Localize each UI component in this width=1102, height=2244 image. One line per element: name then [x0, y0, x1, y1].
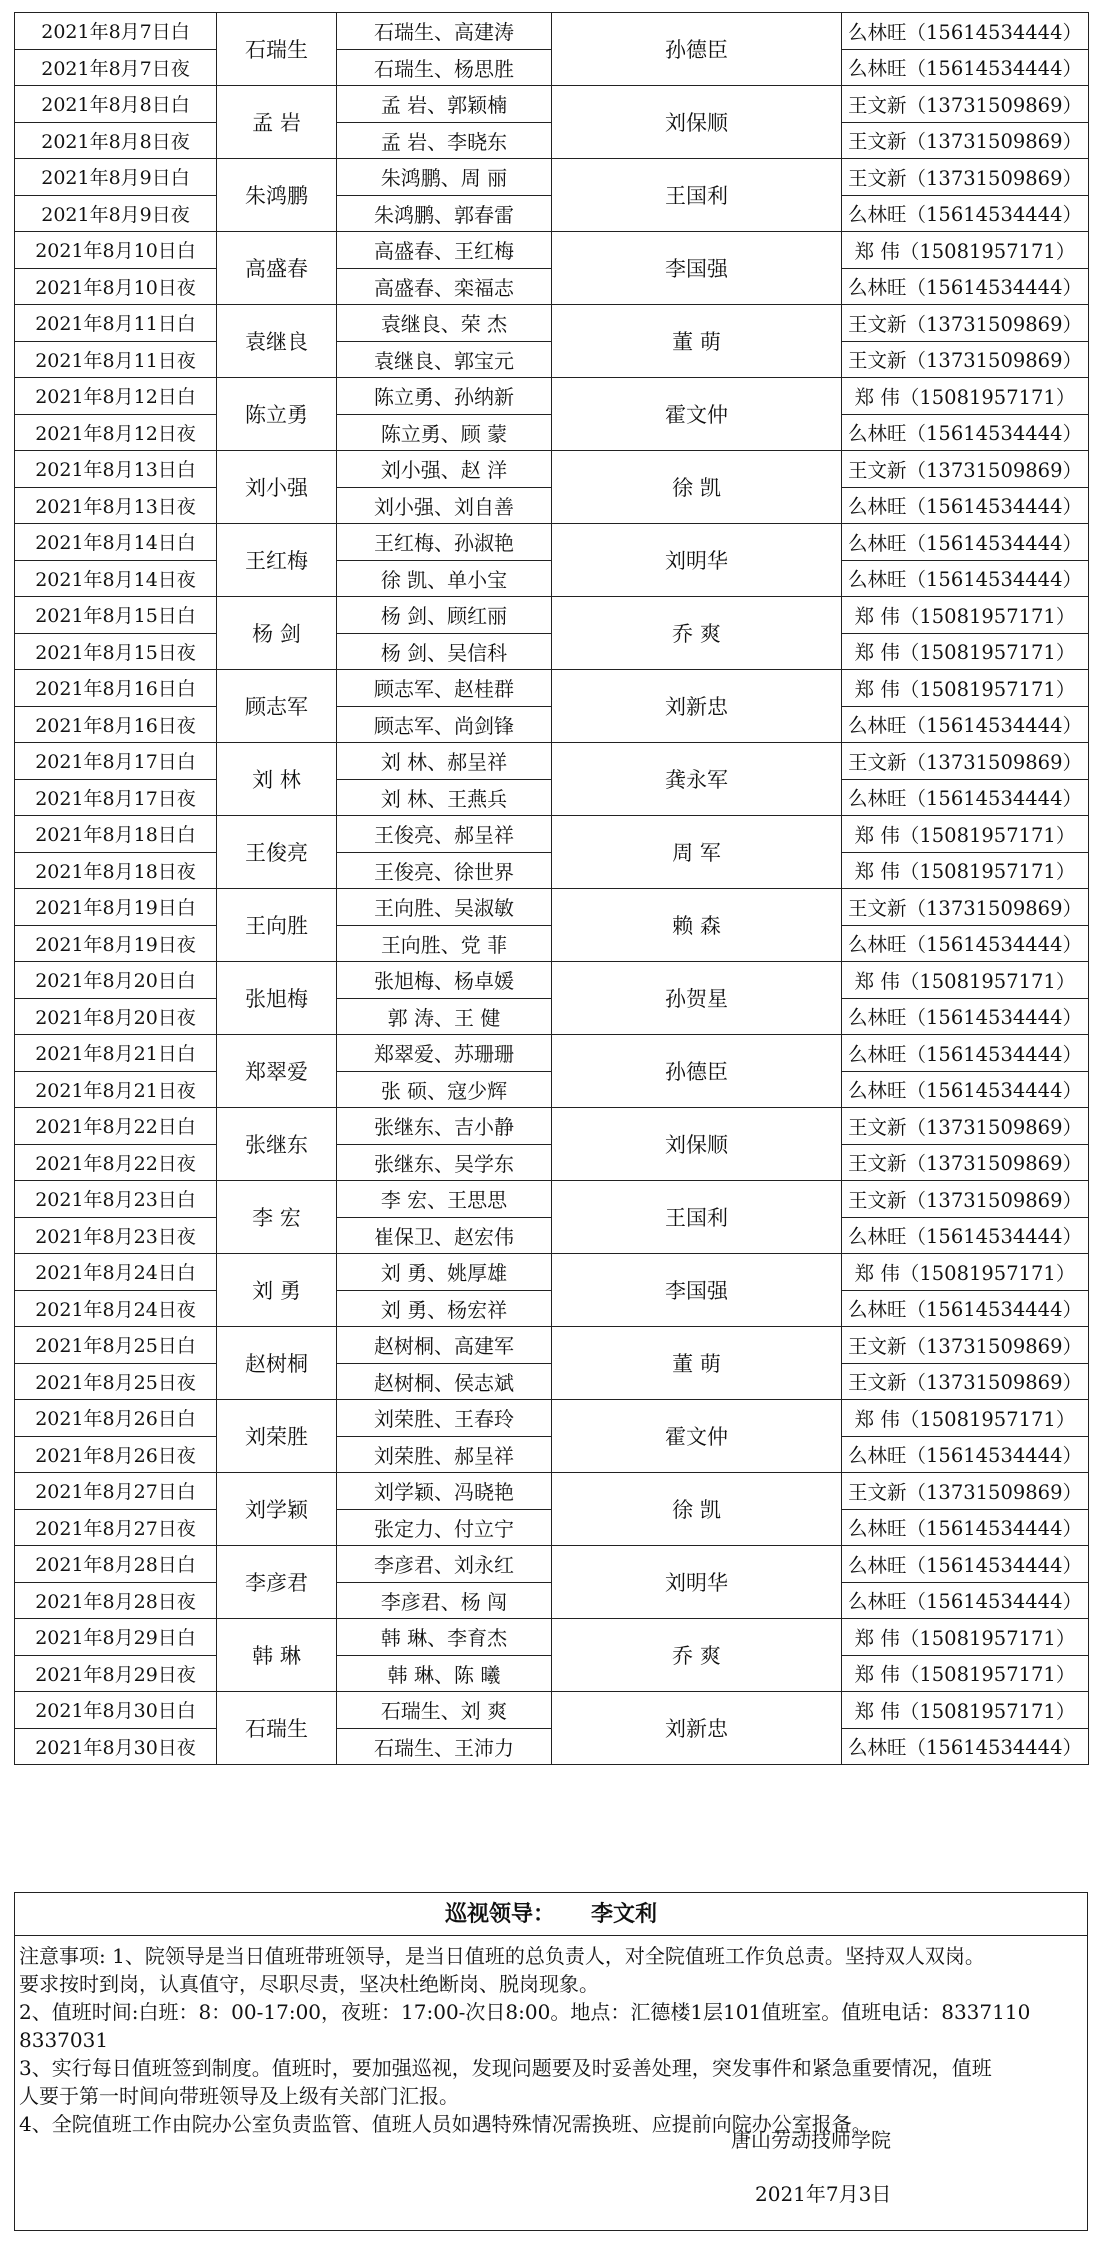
duty-staff: 张继东、吴学东 — [337, 1144, 552, 1181]
duty-staff: 李彦君、杨 闯 — [337, 1582, 552, 1619]
issue-date: 2021年7月3日 — [755, 2182, 892, 2206]
duty-leader: 刘学颖 — [217, 1473, 337, 1546]
duty-staff: 高盛春、栾福志 — [337, 268, 552, 305]
shift-date: 2021年8月25日夜 — [15, 1363, 217, 1400]
shift-date: 2021年8月7日夜 — [15, 49, 217, 86]
shift-date: 2021年8月8日白 — [15, 86, 217, 123]
middle-manager: 孙德臣 — [552, 13, 842, 86]
shift-date: 2021年8月19日夜 — [15, 925, 217, 962]
shift-date: 2021年8月26日夜 — [15, 1436, 217, 1473]
shift-date: 2021年8月23日夜 — [15, 1217, 217, 1254]
duty-leader: 高盛春 — [217, 232, 337, 305]
duty-staff: 王向胜、吴淑敏 — [337, 889, 552, 926]
middle-manager: 董 萌 — [552, 305, 842, 378]
duty-staff: 张 硕、寇少辉 — [337, 1071, 552, 1108]
middle-manager: 李国强 — [552, 232, 842, 305]
duty-staff: 陈立勇、顾 蒙 — [337, 414, 552, 451]
duty-contact: 么林旺（15614534444） — [842, 1582, 1089, 1619]
duty-contact: 郑 伟（15081957171） — [842, 1254, 1089, 1291]
shift-date: 2021年8月7日白 — [15, 13, 217, 50]
duty-staff: 徐 凯、单小宝 — [337, 560, 552, 597]
duty-staff: 高盛春、王红梅 — [337, 232, 552, 269]
schedule-row — [15, 1473, 1089, 1510]
duty-staff: 袁继良、郭宝元 — [337, 341, 552, 378]
duty-leader: 石瑞生 — [217, 13, 337, 86]
middle-manager: 徐 凯 — [552, 451, 842, 524]
schedule-row — [15, 232, 1089, 269]
duty-contact: 郑 伟（15081957171） — [842, 1692, 1089, 1729]
duty-contact: 王文新（13731509869） — [842, 1327, 1089, 1364]
duty-contact: 么林旺（15614534444） — [842, 1217, 1089, 1254]
duty-contact: 王文新（13731509869） — [842, 86, 1089, 123]
duty-contact: 郑 伟（15081957171） — [842, 816, 1089, 853]
shift-date: 2021年8月29日白 — [15, 1619, 217, 1656]
schedule-row — [15, 597, 1089, 634]
shift-date: 2021年8月9日白 — [15, 159, 217, 196]
duty-staff: 杨 剑、顾红丽 — [337, 597, 552, 634]
duty-staff: 王俊亮、郝呈祥 — [337, 816, 552, 853]
issuing-organization: 唐山劳动技师学院 — [731, 2128, 891, 2152]
duty-contact: 么林旺（15614534444） — [842, 1546, 1089, 1583]
duty-staff: 赵树桐、侯志斌 — [337, 1363, 552, 1400]
shift-date: 2021年8月10日白 — [15, 232, 217, 269]
schedule-row — [15, 451, 1089, 488]
middle-manager: 龚永军 — [552, 743, 842, 816]
shift-date: 2021年8月14日夜 — [15, 560, 217, 597]
middle-manager: 刘明华 — [552, 1546, 842, 1619]
shift-date: 2021年8月18日白 — [15, 816, 217, 853]
middle-manager: 孙德臣 — [552, 1035, 842, 1108]
duty-leader: 李 宏 — [217, 1181, 337, 1254]
shift-date: 2021年8月8日夜 — [15, 122, 217, 159]
middle-manager: 乔 爽 — [552, 1619, 842, 1692]
duty-staff: 王红梅、孙淑艳 — [337, 524, 552, 561]
duty-leader: 刘小强 — [217, 451, 337, 524]
patrol-leader-name: 李文利 — [591, 1901, 658, 1927]
duty-contact: 么林旺（15614534444） — [842, 524, 1089, 561]
schedule-row — [15, 524, 1089, 561]
duty-leader: 王俊亮 — [217, 816, 337, 889]
shift-date: 2021年8月20日夜 — [15, 998, 217, 1035]
schedule-row — [15, 670, 1089, 707]
duty-contact: 郑 伟（15081957171） — [842, 1400, 1089, 1437]
shift-date: 2021年8月17日夜 — [15, 779, 217, 816]
shift-date: 2021年8月27日白 — [15, 1473, 217, 1510]
shift-date: 2021年8月19日白 — [15, 889, 217, 926]
shift-date: 2021年8月10日夜 — [15, 268, 217, 305]
duty-leader: 郑翠爱 — [217, 1035, 337, 1108]
shift-date: 2021年8月17日白 — [15, 743, 217, 780]
shift-date: 2021年8月29日夜 — [15, 1655, 217, 1692]
middle-manager: 乔 爽 — [552, 597, 842, 670]
duty-staff: 刘荣胜、郝呈祥 — [337, 1436, 552, 1473]
duty-contact: 郑 伟（15081957171） — [842, 232, 1089, 269]
duty-contact: 么林旺（15614534444） — [842, 1728, 1089, 1765]
schedule-row — [15, 1400, 1089, 1437]
middle-manager: 霍文仲 — [552, 378, 842, 451]
schedule-row — [15, 1254, 1089, 1291]
shift-date: 2021年8月12日夜 — [15, 414, 217, 451]
duty-leader: 袁继良 — [217, 305, 337, 378]
notes-line-2: 要求按时到岗，认真值守，尽职尽责，坚决杜绝断岗、脱岗现象。 — [19, 1972, 599, 1996]
notes-line-5: 3、实行每日值班签到制度。值班时，要加强巡视，发现问题要及时妥善处理，突发事件和紧急重要情况，值班 — [19, 2056, 992, 2080]
schedule-row — [15, 305, 1089, 342]
shift-date: 2021年8月12日白 — [15, 378, 217, 415]
duty-staff: 孟 岩、郭颖楠 — [337, 86, 552, 123]
duty-contact: 郑 伟（15081957171） — [842, 633, 1089, 670]
duty-contact: 郑 伟（15081957171） — [842, 670, 1089, 707]
duty-contact: 么林旺（15614534444） — [842, 268, 1089, 305]
duty-staff: 王俊亮、徐世界 — [337, 852, 552, 889]
shift-date: 2021年8月16日夜 — [15, 706, 217, 743]
duty-staff: 朱鸿鹏、周 丽 — [337, 159, 552, 196]
schedule-row — [15, 1327, 1089, 1364]
duty-staff: 郭 涛、王 健 — [337, 998, 552, 1035]
duty-staff: 刘学颖、冯晓艳 — [337, 1473, 552, 1510]
duty-staff: 孟 岩、李晓东 — [337, 122, 552, 159]
duty-contact: 王文新（13731509869） — [842, 1473, 1089, 1510]
notes-line-3: 2、值班时间:白班：8：00-17:00，夜班：17:00-次日8:00。地点：汇德楼1层101值班室。值班电话：8337110 — [19, 2000, 1031, 2024]
duty-staff: 刘小强、赵 洋 — [337, 451, 552, 488]
middle-manager: 孙贺星 — [552, 962, 842, 1035]
shift-date: 2021年8月14日白 — [15, 524, 217, 561]
duty-leader: 刘 林 — [217, 743, 337, 816]
duty-staff: 刘 林、王燕兵 — [337, 779, 552, 816]
shift-date: 2021年8月27日夜 — [15, 1509, 217, 1546]
notes-section — [14, 1935, 1088, 2231]
duty-contact: 王文新（13731509869） — [842, 122, 1089, 159]
schedule-row — [15, 1181, 1089, 1218]
shift-date: 2021年8月22日夜 — [15, 1144, 217, 1181]
duty-leader: 杨 剑 — [217, 597, 337, 670]
duty-leader: 王红梅 — [217, 524, 337, 597]
duty-contact: 郑 伟（15081957171） — [842, 378, 1089, 415]
duty-contact: 郑 伟（15081957171） — [842, 597, 1089, 634]
duty-staff: 刘小强、刘自善 — [337, 487, 552, 524]
shift-date: 2021年8月13日白 — [15, 451, 217, 488]
schedule-row — [15, 1035, 1089, 1072]
shift-date: 2021年8月21日白 — [15, 1035, 217, 1072]
duty-leader: 张旭梅 — [217, 962, 337, 1035]
duty-contact: 王文新（13731509869） — [842, 1181, 1089, 1218]
duty-leader: 刘 勇 — [217, 1254, 337, 1327]
shift-date: 2021年8月18日夜 — [15, 852, 217, 889]
schedule-row — [15, 962, 1089, 999]
middle-manager: 刘新忠 — [552, 670, 842, 743]
duty-staff: 陈立勇、孙纳新 — [337, 378, 552, 415]
duty-staff: 石瑞生、杨思胜 — [337, 49, 552, 86]
duty-schedule-table — [14, 12, 1089, 1765]
duty-staff: 袁继良、荣 杰 — [337, 305, 552, 342]
duty-contact: 王文新（13731509869） — [842, 743, 1089, 780]
duty-contact: 么林旺（15614534444） — [842, 1071, 1089, 1108]
notes-line-4: 8337031 — [19, 2028, 109, 2052]
duty-staff: 韩 琳、陈 曦 — [337, 1655, 552, 1692]
middle-manager: 李国强 — [552, 1254, 842, 1327]
shift-date: 2021年8月15日白 — [15, 597, 217, 634]
schedule-row — [15, 1108, 1089, 1145]
duty-contact: 郑 伟（15081957171） — [842, 1655, 1089, 1692]
schedule-row — [15, 743, 1089, 780]
shift-date: 2021年8月16日白 — [15, 670, 217, 707]
middle-manager: 霍文仲 — [552, 1400, 842, 1473]
duty-contact: 王文新（13731509869） — [842, 451, 1089, 488]
duty-leader: 李彦君 — [217, 1546, 337, 1619]
duty-leader: 陈立勇 — [217, 378, 337, 451]
duty-contact: 么林旺（15614534444） — [842, 1290, 1089, 1327]
middle-manager: 王国利 — [552, 1181, 842, 1254]
duty-staff: 李 宏、王思思 — [337, 1181, 552, 1218]
shift-date: 2021年8月21日夜 — [15, 1071, 217, 1108]
middle-manager: 刘保顺 — [552, 1108, 842, 1181]
notes-line-1: 注意事项: 1、院领导是当日值班带班领导，是当日值班的总负责人，对全院值班工作负总责。坚持双人双岗。 — [19, 1944, 985, 1968]
shift-date: 2021年8月25日白 — [15, 1327, 217, 1364]
duty-leader: 王向胜 — [217, 889, 337, 962]
duty-contact: 么林旺（15614534444） — [842, 1436, 1089, 1473]
middle-manager: 徐 凯 — [552, 1473, 842, 1546]
duty-staff: 张旭梅、杨卓媛 — [337, 962, 552, 999]
schedule-row — [15, 1619, 1089, 1656]
duty-contact: 王文新（13731509869） — [842, 1108, 1089, 1145]
duty-staff: 石瑞生、刘 爽 — [337, 1692, 552, 1729]
duty-leader: 赵树桐 — [217, 1327, 337, 1400]
duty-leader: 孟 岩 — [217, 86, 337, 159]
shift-date: 2021年8月30日白 — [15, 1692, 217, 1729]
patrol-leader-row — [14, 1892, 1088, 1936]
shift-date: 2021年8月24日白 — [15, 1254, 217, 1291]
notes-line-6: 人要于第一时间向带班领导及上级有关部门汇报。 — [19, 2084, 459, 2108]
shift-date: 2021年8月23日白 — [15, 1181, 217, 1218]
duty-leader: 刘荣胜 — [217, 1400, 337, 1473]
shift-date: 2021年8月22日白 — [15, 1108, 217, 1145]
duty-contact: 么林旺（15614534444） — [842, 1035, 1089, 1072]
duty-contact: 王文新（13731509869） — [842, 159, 1089, 196]
duty-staff: 崔保卫、赵宏伟 — [337, 1217, 552, 1254]
duty-leader: 张继东 — [217, 1108, 337, 1181]
duty-contact: 郑 伟（15081957171） — [842, 852, 1089, 889]
duty-contact: 王文新（13731509869） — [842, 1363, 1089, 1400]
duty-staff: 刘 林、郝呈祥 — [337, 743, 552, 780]
duty-contact: 么林旺（15614534444） — [842, 195, 1089, 232]
duty-contact: 王文新（13731509869） — [842, 305, 1089, 342]
middle-manager: 刘明华 — [552, 524, 842, 597]
shift-date: 2021年8月20日白 — [15, 962, 217, 999]
duty-leader: 朱鸿鹏 — [217, 159, 337, 232]
duty-contact: 么林旺（15614534444） — [842, 998, 1089, 1035]
duty-contact: 王文新（13731509869） — [842, 1144, 1089, 1181]
schedule-row — [15, 1692, 1089, 1729]
duty-leader: 石瑞生 — [217, 1692, 337, 1765]
duty-contact: 么林旺（15614534444） — [842, 925, 1089, 962]
shift-date: 2021年8月9日夜 — [15, 195, 217, 232]
schedule-row — [15, 378, 1089, 415]
notes-line-7: 4、全院值班工作由院办公室负责监管、值班人员如遇特殊情况需换班、应提前向院办公室报备。 — [19, 2112, 872, 2136]
duty-contact: 么林旺（15614534444） — [842, 779, 1089, 816]
shift-date: 2021年8月26日白 — [15, 1400, 217, 1437]
duty-staff: 刘 勇、姚厚雄 — [337, 1254, 552, 1291]
duty-staff: 刘 勇、杨宏祥 — [337, 1290, 552, 1327]
duty-staff: 顾志军、赵桂群 — [337, 670, 552, 707]
schedule-row — [15, 816, 1089, 853]
schedule-row — [15, 1546, 1089, 1583]
patrol-leader-label: 巡视领导： — [444, 1901, 555, 1927]
middle-manager: 刘保顺 — [552, 86, 842, 159]
duty-staff: 郑翠爱、苏珊珊 — [337, 1035, 552, 1072]
shift-date: 2021年8月11日白 — [15, 305, 217, 342]
duty-contact: 郑 伟（15081957171） — [842, 962, 1089, 999]
duty-staff: 刘荣胜、王春玲 — [337, 1400, 552, 1437]
schedule-row — [15, 889, 1089, 926]
middle-manager: 周 军 — [552, 816, 842, 889]
duty-staff: 韩 琳、李育杰 — [337, 1619, 552, 1656]
shift-date: 2021年8月30日夜 — [15, 1728, 217, 1765]
shift-date: 2021年8月11日夜 — [15, 341, 217, 378]
duty-contact: 么林旺（15614534444） — [842, 706, 1089, 743]
duty-leader: 韩 琳 — [217, 1619, 337, 1692]
schedule-row — [15, 159, 1089, 196]
duty-staff: 张定力、付立宁 — [337, 1509, 552, 1546]
duty-staff: 朱鸿鹏、郭春雷 — [337, 195, 552, 232]
duty-contact: 么林旺（15614534444） — [842, 13, 1089, 50]
middle-manager: 刘新忠 — [552, 1692, 842, 1765]
duty-contact: 么林旺（15614534444） — [842, 560, 1089, 597]
duty-staff: 赵树桐、高建军 — [337, 1327, 552, 1364]
schedule-row — [15, 86, 1089, 123]
duty-staff: 石瑞生、王沛力 — [337, 1728, 552, 1765]
shift-date: 2021年8月15日夜 — [15, 633, 217, 670]
duty-contact: 王文新（13731509869） — [842, 889, 1089, 926]
duty-contact: 么林旺（15614534444） — [842, 1509, 1089, 1546]
duty-schedule-body — [15, 13, 1089, 1765]
duty-staff: 石瑞生、高建涛 — [337, 13, 552, 50]
shift-date: 2021年8月24日夜 — [15, 1290, 217, 1327]
middle-manager: 赖 森 — [552, 889, 842, 962]
duty-staff: 张继东、吉小静 — [337, 1108, 552, 1145]
shift-date: 2021年8月28日白 — [15, 1546, 217, 1583]
duty-contact: 王文新（13731509869） — [842, 341, 1089, 378]
middle-manager: 董 萌 — [552, 1327, 842, 1400]
shift-date: 2021年8月13日夜 — [15, 487, 217, 524]
duty-contact: 么林旺（15614534444） — [842, 487, 1089, 524]
duty-contact: 么林旺（15614534444） — [842, 49, 1089, 86]
duty-contact: 郑 伟（15081957171） — [842, 1619, 1089, 1656]
duty-leader: 顾志军 — [217, 670, 337, 743]
duty-contact: 么林旺（15614534444） — [842, 414, 1089, 451]
duty-staff: 王向胜、党 菲 — [337, 925, 552, 962]
middle-manager: 王国利 — [552, 159, 842, 232]
duty-staff: 杨 剑、吴信科 — [337, 633, 552, 670]
shift-date: 2021年8月28日夜 — [15, 1582, 217, 1619]
duty-staff: 李彦君、刘永红 — [337, 1546, 552, 1583]
schedule-row — [15, 13, 1089, 50]
duty-staff: 顾志军、尚剑锋 — [337, 706, 552, 743]
